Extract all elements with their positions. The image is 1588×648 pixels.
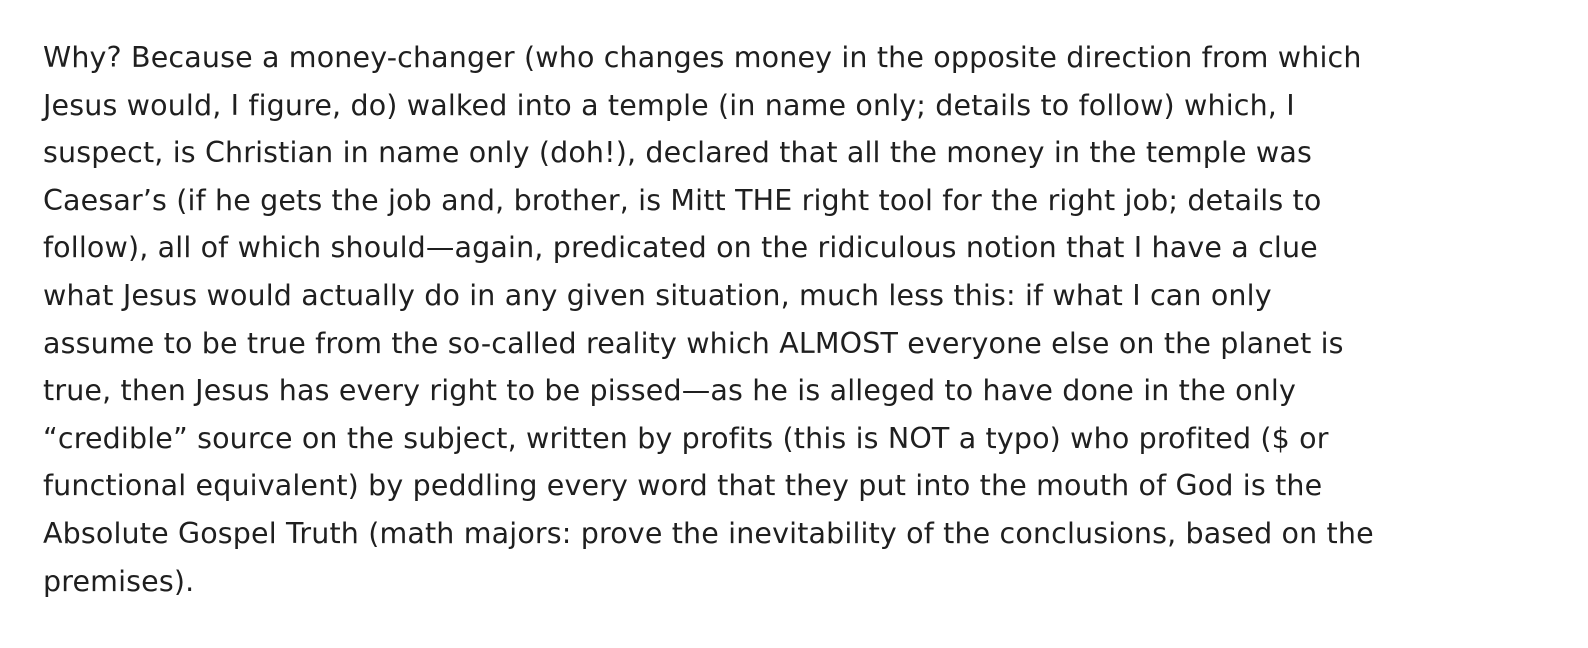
paragraph-line: suspect, is Christian in name only (doh!), declared that all the money in the temple was	[43, 136, 1313, 170]
paragraph-line: follow), all of which should—again, predicated on the ridiculous notion that I have a clue	[43, 231, 1318, 265]
paragraph-line: what Jesus would actually do in any given situation, much less this: if what I can only	[43, 278, 1272, 312]
paragraph-line: functional equivalent) by peddling every word that they put into the mouth of God is the	[43, 469, 1323, 503]
paragraph-line: Absolute Gospel Truth (math majors: prove the inevitability of the conclusions, based on the	[43, 516, 1374, 550]
paragraph-line: true, then Jesus has every right to be pissed—as he is alleged to have done in the only	[43, 374, 1296, 408]
paragraph-line: Why? Because a money-changer (who changes money in the opposite direction from which	[43, 41, 1362, 74]
paragraph-line: premises).	[43, 564, 195, 598]
paragraph-line: “credible” source on the subject, written by profits (this is NOT a typo) who profited ($ or	[43, 421, 1329, 455]
paragraph-line: Jesus would, I figure, do) walked into a temple (in name only; details to follow) which, I	[43, 88, 1295, 122]
paragraph-line: assume to be true from the so-called reality which ALMOST everyone else on the planet is	[43, 326, 1344, 360]
article-paragraph	[43, 34, 1548, 605]
paragraph-line: Caesar’s (if he gets the job and, brother, is Mitt THE right tool for the right job; details to	[43, 183, 1322, 217]
